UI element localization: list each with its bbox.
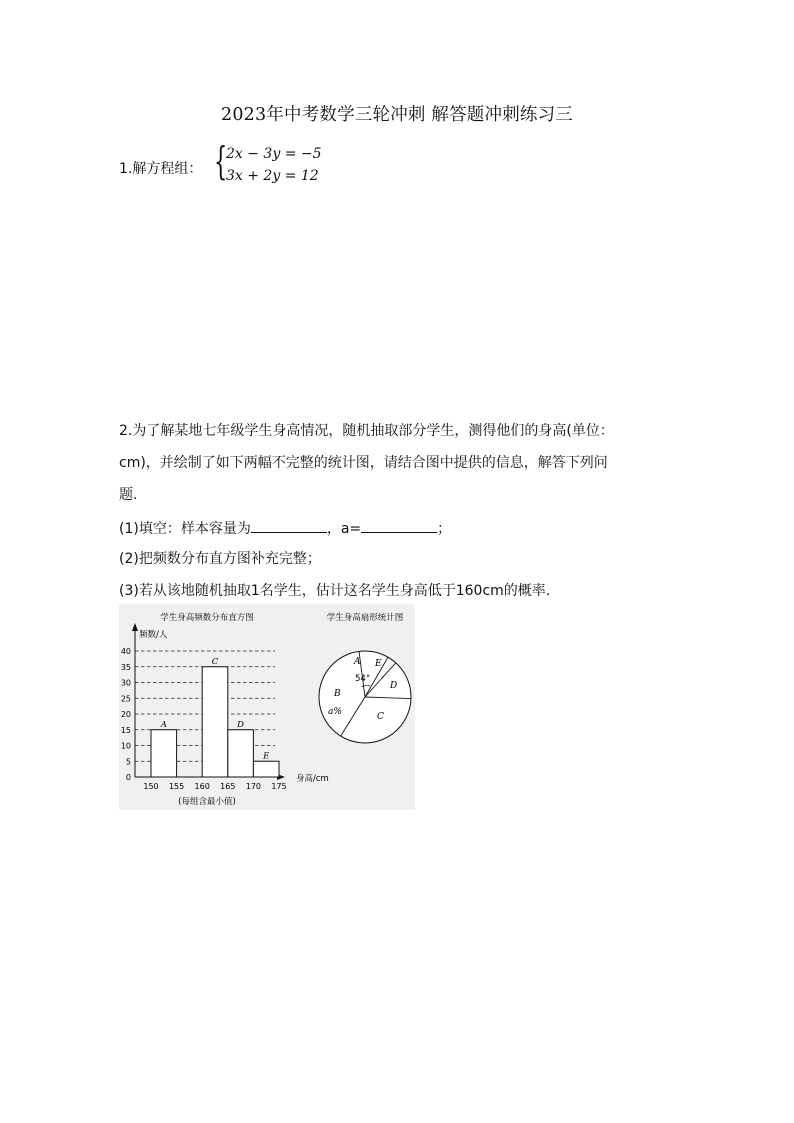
x-tick-label: 175: [271, 782, 287, 791]
bar-label: A: [160, 719, 167, 730]
y-tick-label: 30: [120, 678, 131, 688]
sample-size-blank[interactable]: [251, 520, 327, 533]
q2-line-3: 题.: [119, 487, 138, 503]
pie-title: 学生身高扇形统计图: [326, 613, 404, 623]
bar-label: C: [211, 656, 219, 667]
y-axis-arrow: [132, 623, 138, 631]
q2-sub-1: [119, 520, 694, 536]
y-tick-label: 0: [125, 773, 131, 782]
pie-label-b: B: [334, 689, 341, 699]
pie-percent-label: a%: [328, 707, 342, 717]
equation-2: 3x + 2y = 12: [226, 168, 319, 184]
histogram-bar: [253, 761, 279, 777]
histogram: [121, 612, 329, 807]
bar-label: D: [237, 719, 245, 730]
y-tick-label: 10: [120, 741, 131, 751]
equation-1: 2x − 3y = −5: [226, 146, 322, 162]
y-axis-label: 频数/人: [139, 630, 168, 640]
y-tick-label: 15: [120, 725, 131, 735]
sub1-suffix: ；: [437, 521, 452, 537]
statistics-figure: [119, 604, 415, 810]
pie-label-c: C: [377, 712, 384, 722]
x-tick-label: 165: [220, 782, 236, 791]
equation-system: [214, 139, 322, 188]
pie-chart: [319, 612, 411, 743]
y-tick-label: 35: [120, 662, 131, 672]
y-tick-label: 25: [120, 694, 131, 704]
histogram-bar: [202, 667, 228, 777]
angle-label: 54°: [355, 674, 371, 684]
page-title: 2023年中考数学三轮冲刺 解答题冲刺练习三: [221, 105, 573, 125]
x-tick-label: 160: [194, 782, 210, 791]
histogram-bars: [151, 657, 279, 777]
q2-line-1: 2.为了解某地七年级学生身高情况，随机抽取部分学生，测得他们的身高(单位：: [119, 423, 614, 439]
x-tick-label: 170: [245, 782, 262, 791]
sub1-prefix: (1)填空：样本容量为: [119, 521, 251, 537]
x-tick-label: 150: [143, 782, 159, 791]
histogram-bar: [151, 730, 177, 777]
y-tick-label: 20: [120, 710, 131, 719]
pie-label-e: E: [375, 659, 382, 669]
q2-sub-2: (2)把频数分布直方图补充完整；: [119, 551, 321, 567]
q2-line-2: cm)，并绘制了如下两幅不完整的统计图，请结合图中提供的信息，解答下列问: [119, 455, 608, 471]
sub1-mid: ，a=: [326, 521, 362, 537]
histogram-bar: [228, 730, 254, 777]
y-tick-labels: [121, 647, 131, 782]
q1-label: 1.解方程组：: [119, 161, 203, 177]
a-value-blank[interactable]: [361, 520, 437, 533]
q2-sub-3: (3)若从该地随机抽取1名学生，估计这名学生身高低于160cm的概率.: [119, 583, 551, 599]
y-tick-label: 40: [120, 647, 131, 656]
pie-label-d: D: [390, 681, 398, 691]
pie-label-a: A: [354, 657, 361, 667]
figure-svg: [119, 604, 415, 810]
left-brace: {: [214, 139, 228, 183]
x-axis-label: 身高/cm: [296, 774, 329, 784]
x-tick-label: 155: [168, 782, 185, 791]
y-tick-label: 5: [125, 757, 131, 767]
histogram-title: 学生身高频数分布直方图: [160, 613, 254, 623]
bar-label: E: [263, 751, 270, 762]
histogram-note: (每组含最小值): [178, 797, 236, 807]
